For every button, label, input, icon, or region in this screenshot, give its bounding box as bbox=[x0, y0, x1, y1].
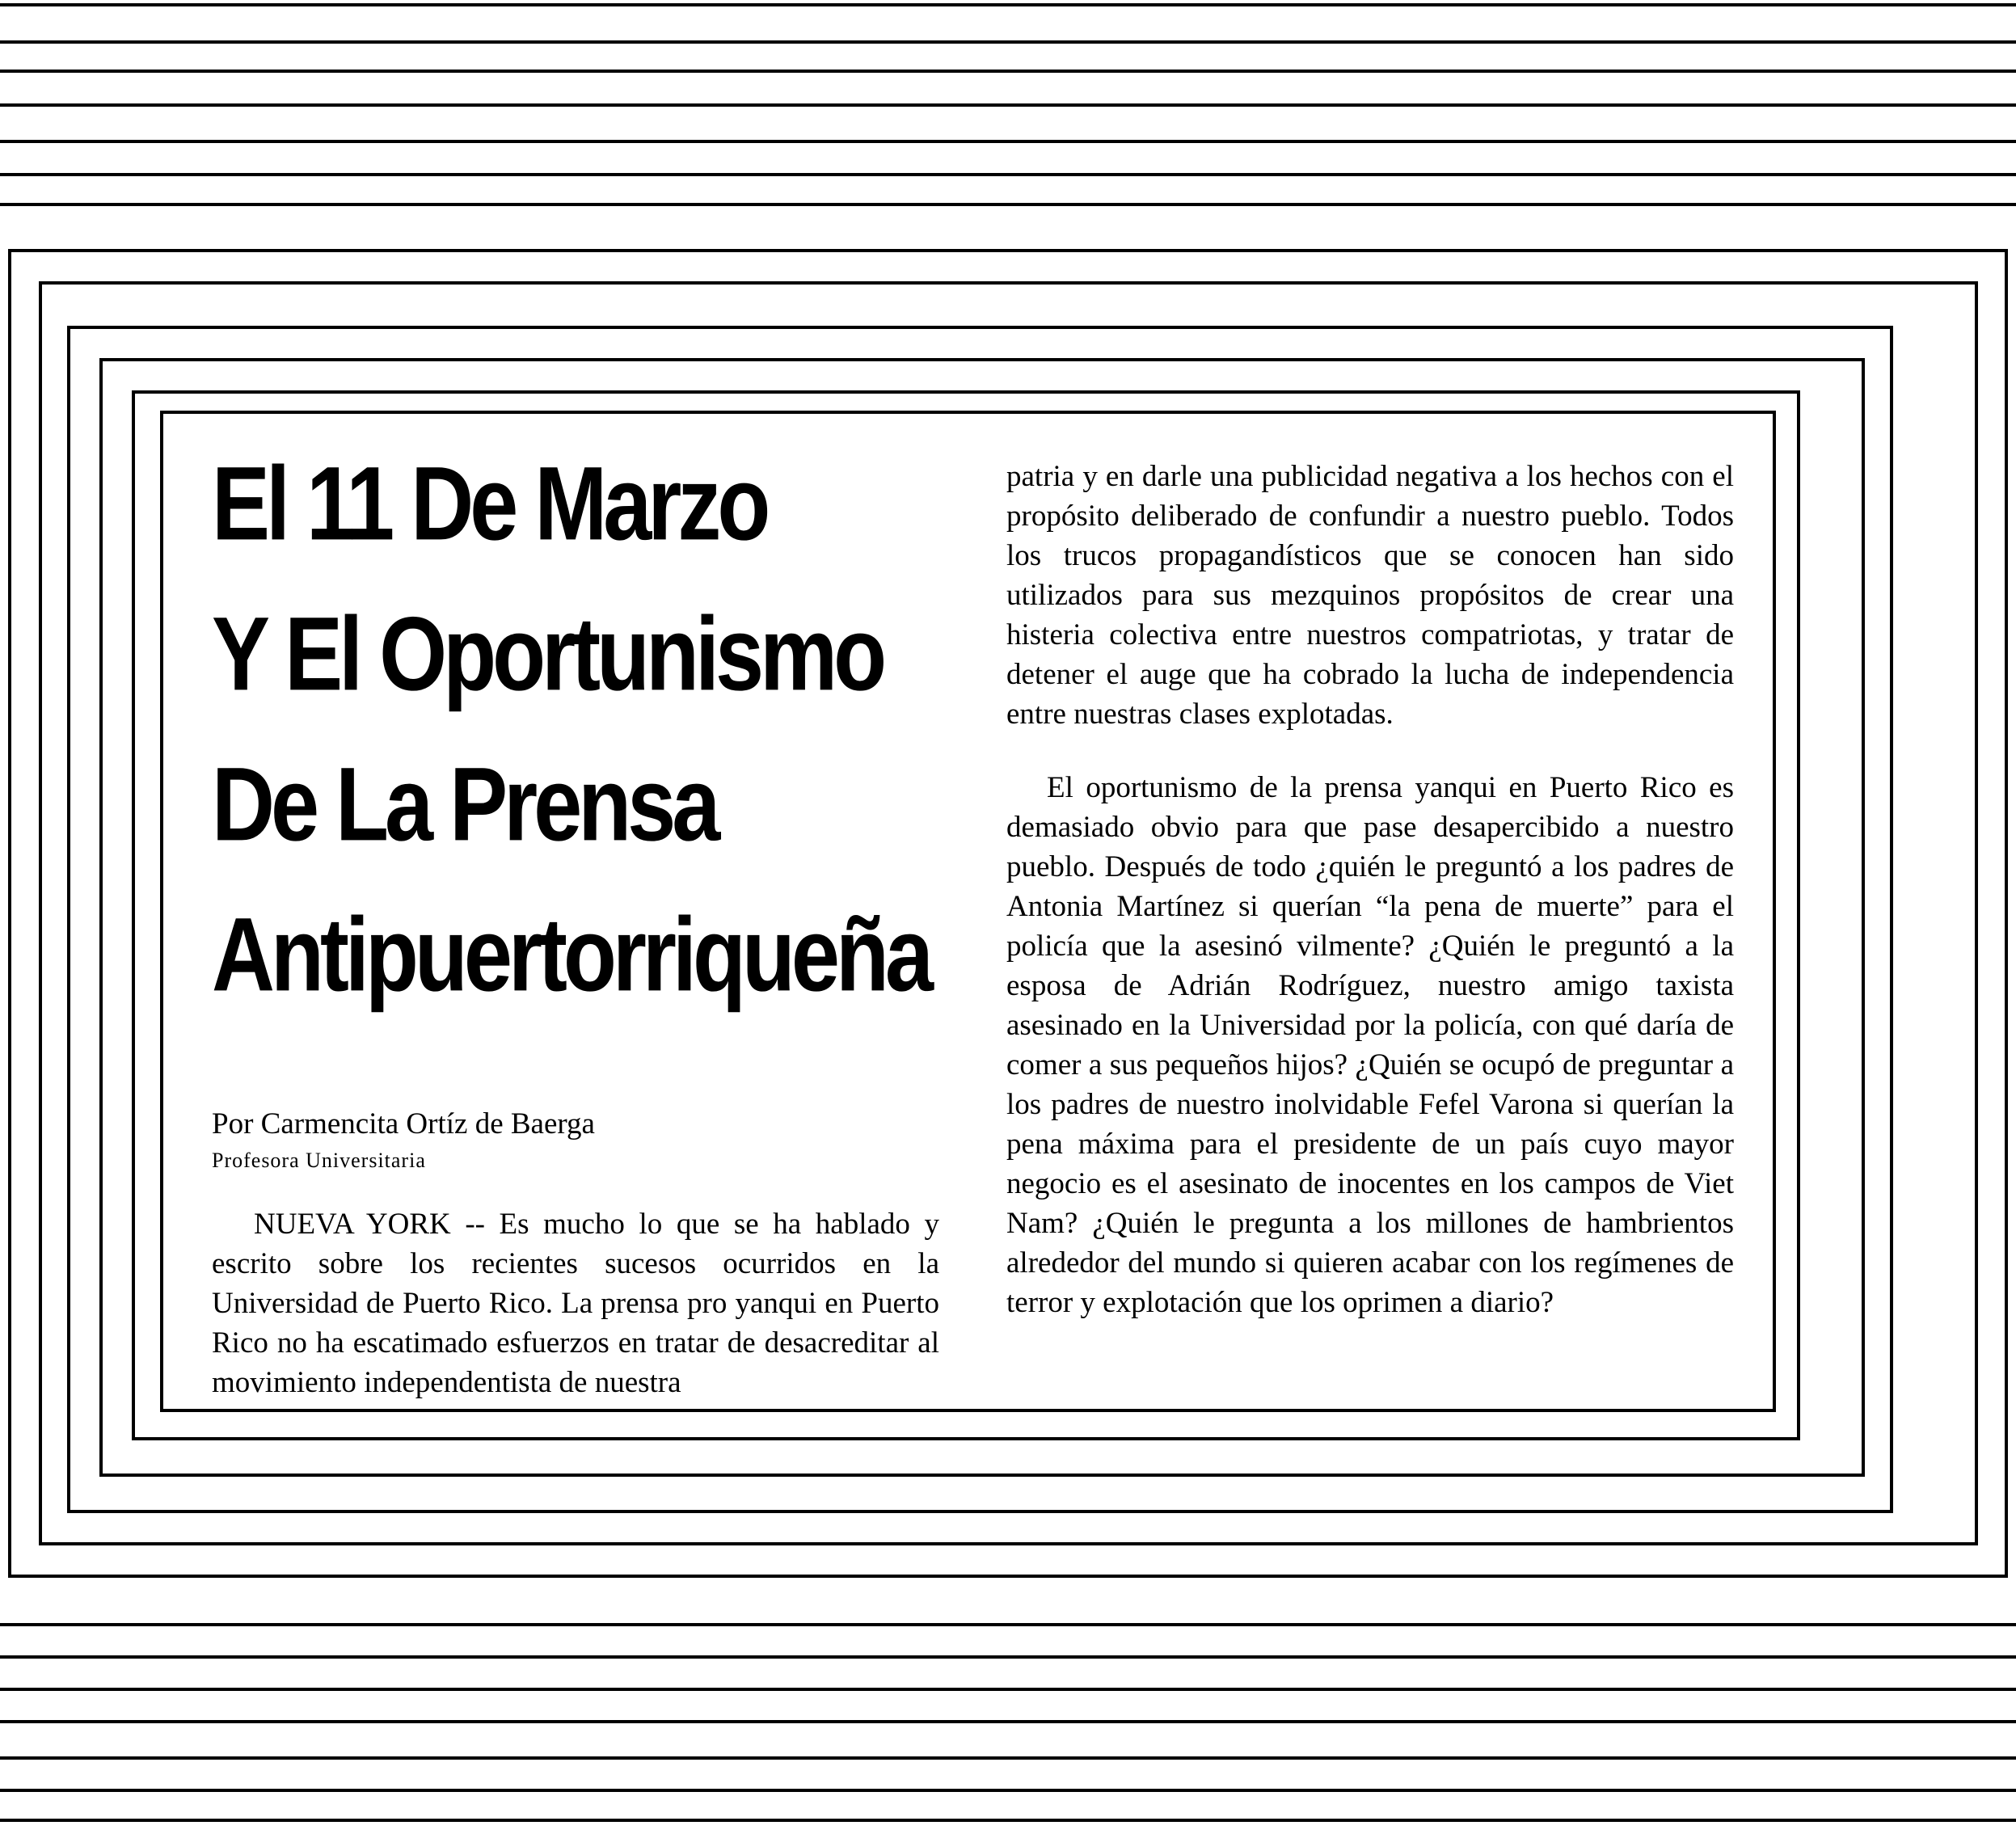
title-line: Y El Oportunismo bbox=[212, 594, 884, 712]
article-paragraph: patria y en darle una publicidad negativa a los hechos con el propósito deliberado de confundir a nuestro pueblo. Todos los trucos propagandísticos que se conocen han sido utilizados para sus mezquinos propósitos de crear una histeria colectiva entre nuestros compatriotas, y tratar de detener el auge que ha cobrado la lucha de independencia entre nuestras clases explotadas. bbox=[1006, 460, 1734, 731]
article-paragraph: NUEVA YORK -- Es mucho lo que se ha hablado y escrito sobre los recientes sucesos ocurridos en la Universidad de Puerto Rico. La prensa pro yanqui en Puerto Rico no ha escatimado esfuerzos en tratar de desacreditar al movimiento independentista de nuestra bbox=[212, 1208, 939, 1399]
title-line: El 11 De Marzo bbox=[212, 444, 767, 562]
author-byline: Por Carmencita Ortíz de Baerga bbox=[212, 1107, 595, 1140]
article-paragraph: El oportunismo de la prensa yanqui en Puerto Rico es demasiado obvio para que pase desapercibido a nuestro pueblo. Después de todo ¿quién le preguntó a los padres de Antonia Martínez si querían “la pena de muerte” para el policía que la asesinó vilmente? ¿Quién le preguntó a la esposa de Adrián Rodríguez, nuestro amigo taxista asesinado en la Universidad por la policía, con qué daría de comer a sus pequeños hijos? ¿Quién se ocupó de preguntar a los padres de nuestro inolvidable Fefel Varona si querían la pena máxima para el presidente de un país cuyo mayor negocio es el asesinato de inocentes en los campos de Viet Nam? ¿Quién le pregunta a los millones de hambrientos alrededor del mundo si quieren acabar con los regímenes de terror y explotación que los oprimen a diario? bbox=[1006, 771, 1734, 1319]
author-affiliation: Profesora Universitaria bbox=[212, 1149, 426, 1172]
title-line: Antipuertorriqueña bbox=[212, 895, 930, 1013]
article-column-left bbox=[212, 428, 939, 1402]
article-column-right bbox=[1006, 457, 1734, 1322]
article-title bbox=[212, 428, 939, 1030]
title-line: De La Prensa bbox=[212, 744, 717, 862]
article bbox=[162, 412, 1774, 1410]
